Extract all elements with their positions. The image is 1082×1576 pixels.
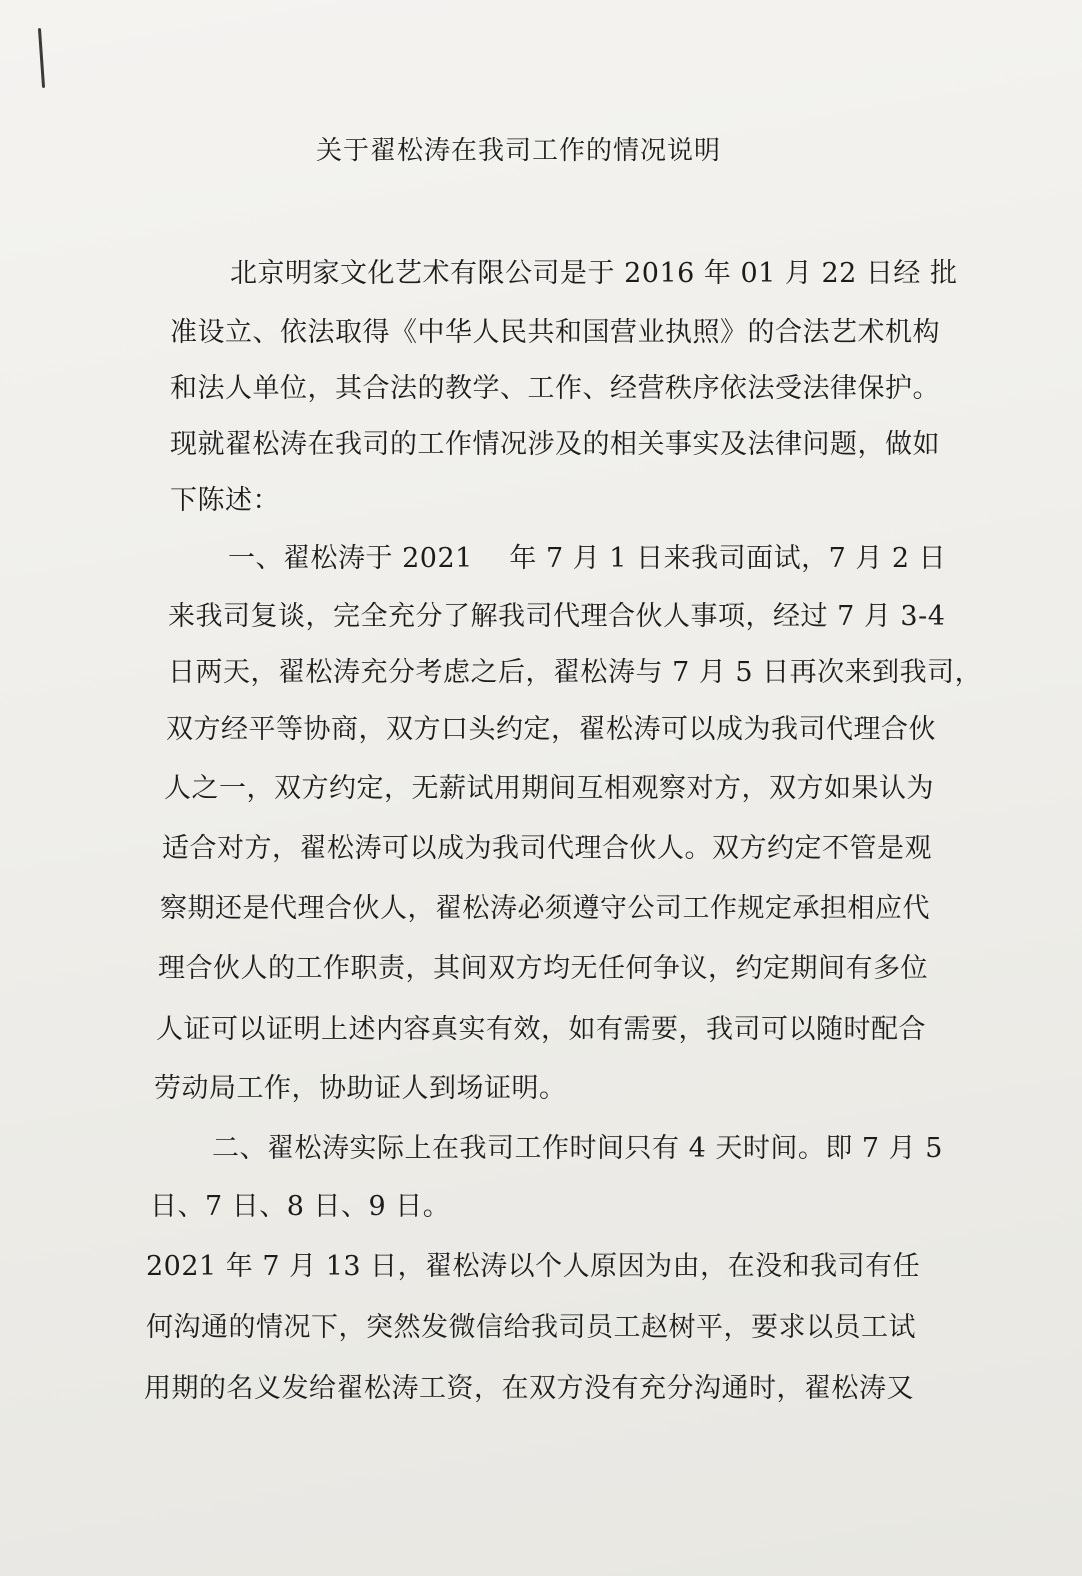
section-three-line: 用期的名义发给翟松涛工资，在双方没有充分沟通时，翟松涛又 [144,1373,914,1404]
section-one-line: 人证可以证明上述内容真实有效，如有需要，我司可以随时配合 [156,1014,926,1045]
intro-line: 现就翟松涛在我司的工作情况涉及的相关事实及法律问题，做如 [170,429,940,460]
section-one-line: 日两天，翟松涛充分考虑之后，翟松涛与 7 月 5 日再次来到我司， [168,657,983,688]
intro-line: 下陈述： [170,485,280,516]
section-one-line: 劳动局工作，协助证人到场证明。 [154,1073,567,1104]
section-one-line: 适合对方，翟松涛可以成为我司代理合伙人。双方约定不管是观 [162,833,932,864]
section-one-line: 一、翟松涛于 2021 年 7 月 1 日来我司面试，7 月 2 日 [228,543,947,574]
section-one-line: 察期还是代理合伙人，翟松涛必须遵守公司工作规定承担相应代 [160,893,930,924]
section-one-line: 双方经平等协商，双方口头约定，翟松涛可以成为我司代理合伙 [166,714,936,745]
section-three-line: 何沟通的情况下，突然发微信给我司员工赵树平，要求以员工试 [146,1312,916,1343]
section-one-line: 理合伙人的工作职责，其间双方均无任何争议，约定期间有多位 [158,953,928,984]
section-two-line: 日、7 日、8 日、9 日。 [150,1191,451,1222]
section-three-line: 2021 年 7 月 13 日，翟松涛以个人原因为由，在没和我司有任 [146,1251,921,1282]
section-one-line: 来我司复谈，完全充分了解我司代理合伙人事项，经过 7 月 3-4 [168,601,946,632]
intro-line: 准设立、依法取得《中华人民共和国营业执照》的合法艺术机构 [170,317,940,348]
staple-mark [38,28,45,88]
document-title: 关于翟松涛在我司工作的情况说明 [316,136,722,166]
intro-line: 北京明家文化艺术有限公司是于 2016 年 01 月 22 日经 批 [230,258,958,289]
intro-line: 和法人单位，其合法的教学、工作、经营秩序依法受法律保护。 [170,373,940,404]
section-two-line: 二、翟松涛实际上在我司工作时间只有 4 天时间。即 7 月 5 [212,1133,943,1164]
section-one-line: 人之一，双方约定，无薪试用期间互相观察对方，双方如果认为 [164,773,934,804]
